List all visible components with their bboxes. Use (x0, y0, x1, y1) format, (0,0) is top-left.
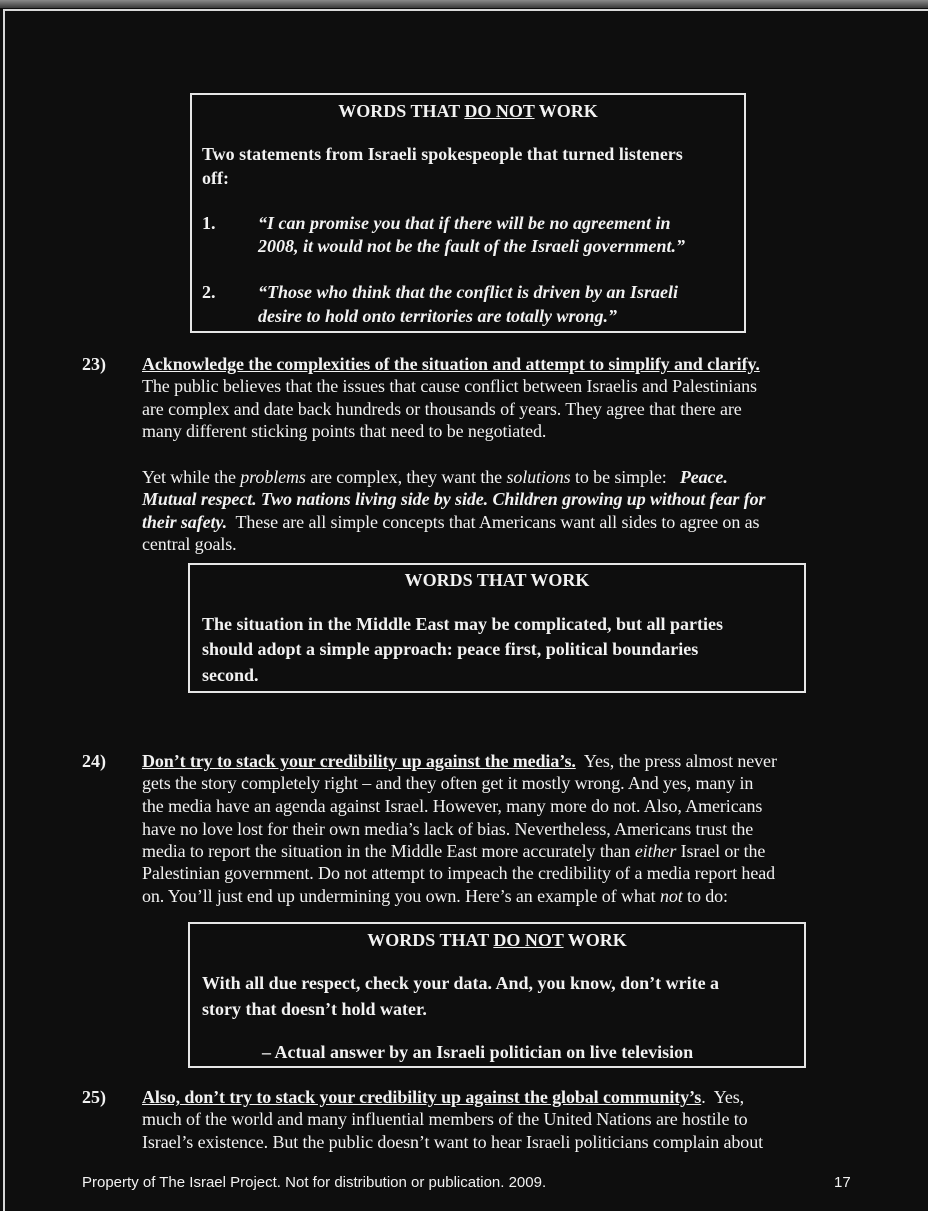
item-heading: Acknowledge the complexities of the situation and attempt to simplify and clarify. (142, 354, 760, 374)
quote-line: desire to hold onto territories are totally wrong.” (258, 306, 618, 326)
window-top-bar (0, 0, 928, 8)
words-that-work-box (188, 563, 806, 693)
box-intro: Two statements from Israeli spokespeople that turned listeners (202, 144, 683, 164)
paragraph-line: Don’t try to stack your credibility up against the media’s. Yes, the press almost never (142, 751, 777, 771)
paragraph-line: The public believes that the issues that cause conflict between Israelis and Palestinians (142, 376, 757, 396)
box-line: should adopt a simple approach: peace first, political boundaries (202, 639, 699, 659)
paragraph-line: are complex and date back hundreds or thousands of years. They agree that there are (142, 399, 742, 419)
paragraph-line: Also, don’t try to stack your credibility up against the global community’s. Yes, (142, 1087, 745, 1107)
quote-attribution: – Actual answer by an Israeli politician on live television (262, 1042, 694, 1062)
words-that-do-not-work-box-1 (190, 93, 746, 333)
paragraph-line: gets the story completely right – and they often get it mostly wrong. And yes, many in (142, 773, 754, 793)
paragraph-line: Yet while the problems are complex, they want the solutions to be simple: Peace. (142, 467, 728, 487)
paragraph-line: on. You’ll just end up undermining you own. Here’s an example of what not to do: (142, 886, 728, 906)
quote-line: “Those who think that the conflict is driven by an Israeli (258, 282, 679, 302)
list-number: 1. (202, 213, 216, 233)
paragraph-line: media to report the situation in the Middle East more accurately than either Israel or the (142, 841, 766, 861)
box-line: With all due respect, check your data. And, you know, don’t write a (202, 973, 720, 993)
box-intro: off: (202, 168, 229, 188)
paragraph-line: Palestinian government. Do not attempt to impeach the credibility of a media report head (142, 863, 776, 883)
box-line: story that doesn’t hold water. (202, 999, 427, 1019)
paragraph-line: Mutual respect. Two nations living side by side. Children growing up without fear for (142, 489, 766, 509)
paragraph-line: central goals. (142, 534, 237, 554)
item-number: 24) (82, 751, 106, 771)
paragraph-line: their safety. These are all simple concepts that Americans want all sides to agree on as (142, 512, 760, 532)
quote-line: “I can promise you that if there will be no agreement in (258, 213, 671, 233)
paragraph-line: much of the world and many influential members of the United Nations are hostile to (142, 1109, 748, 1129)
box-title: WORDS THAT WORK (404, 570, 590, 590)
box-title: WORDS THAT DO NOT WORK (367, 930, 627, 950)
paragraph-line: Israel’s existence. But the public doesn’t want to hear Israeli politicians complain about (142, 1132, 763, 1152)
paragraph-line: have no love lost for their own media’s lack of bias. Nevertheless, Americans trust the (142, 819, 754, 839)
item-number: 23) (82, 354, 106, 374)
list-number: 2. (202, 282, 216, 302)
item-number: 25) (82, 1087, 106, 1107)
quote-line: 2008, it would not be the fault of the Israeli government.” (258, 236, 686, 256)
footer-text: Property of The Israel Project. Not for distribution or publication. 2009. (82, 1174, 547, 1191)
paragraph-line: many different sticking points that need to be negotiated. (142, 421, 547, 441)
box-line: The situation in the Middle East may be complicated, but all parties (202, 614, 724, 634)
words-that-do-not-work-box-2 (188, 922, 806, 1068)
page-number: 17 (834, 1174, 851, 1191)
box-line: second. (202, 665, 259, 685)
paragraph-line: the media have an agenda against Israel. However, many more do not. Also, Americans (142, 796, 763, 816)
box-title: WORDS THAT DO NOT WORK (338, 101, 598, 121)
